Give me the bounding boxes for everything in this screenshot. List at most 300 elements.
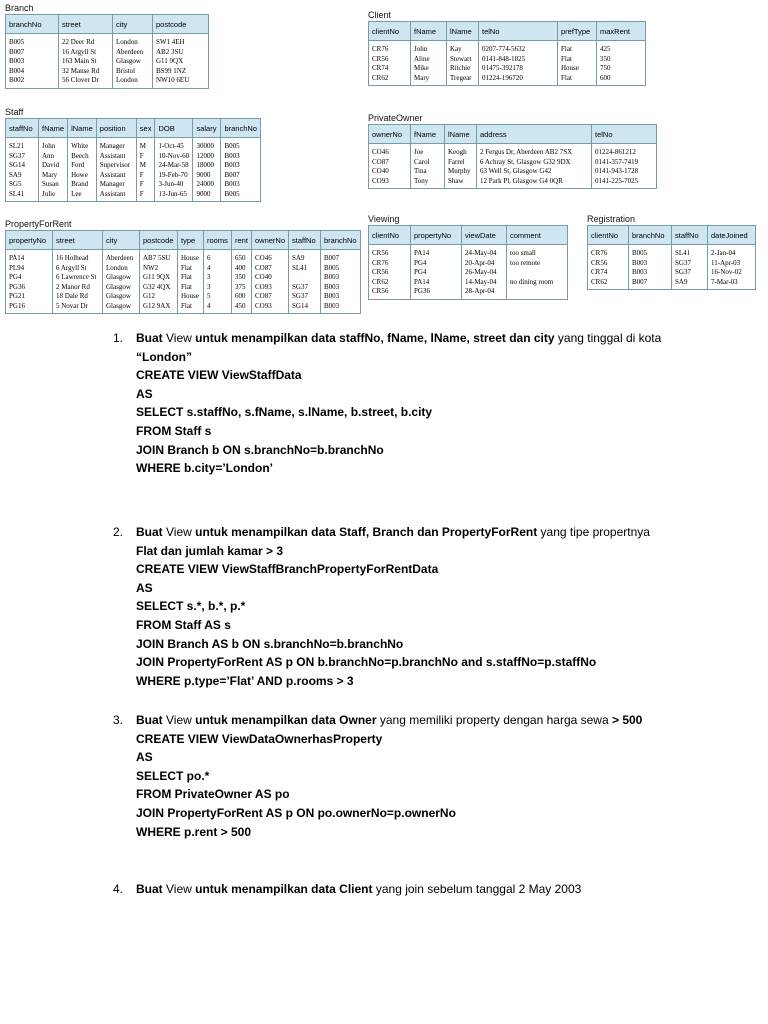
table-cell: SL41: [6, 190, 39, 202]
staff-table: [5, 118, 261, 202]
table-cell: B005: [221, 138, 261, 152]
table-cell: Howe: [68, 171, 97, 181]
table-cell: White: [68, 138, 97, 152]
table-cell: Keogh: [445, 144, 477, 158]
column-header: lName: [68, 119, 97, 138]
question-item: [113, 880, 733, 899]
table-row: [6, 250, 361, 264]
question-line: [136, 329, 733, 348]
table-row: [369, 74, 646, 86]
question-number: 3.: [113, 713, 124, 727]
table-cell: SA9: [289, 250, 321, 264]
table-cell: too remote: [507, 259, 568, 269]
table-cell: 11-Apr-03: [708, 259, 756, 269]
table-cell: 6 Argyll St: [53, 264, 103, 274]
table-cell: Aline: [411, 55, 447, 65]
table-row: [6, 152, 261, 162]
text-run: WHERE b.city=’London’: [136, 461, 273, 476]
text-run: Staff, Branch: [339, 525, 414, 539]
table-row: [588, 245, 756, 259]
table-cell: 16-Nov-02: [708, 268, 756, 278]
column-header: maxRent: [597, 22, 646, 41]
table-cell: Farrel: [445, 158, 477, 168]
text-run: SELECT po.*: [136, 768, 210, 783]
table-cell: Assistant: [96, 190, 136, 202]
table-cell: Supervisor: [96, 161, 136, 171]
table-cell: 16 Argyll St: [59, 48, 113, 58]
branch-table: [5, 14, 209, 89]
table-cell: 0141-225-7025: [592, 177, 657, 189]
table-cell: BS99 1NZ: [153, 67, 209, 77]
table-cell: F: [136, 180, 155, 190]
table-cell: CR74: [369, 64, 411, 74]
table-row: [369, 287, 568, 299]
question-line: [136, 767, 733, 786]
table-cell: Murphy: [445, 167, 477, 177]
table-row: [588, 259, 756, 269]
text-run: untuk menampilkan data: [191, 713, 340, 727]
column-header: street: [53, 231, 103, 250]
table-cell: SG14: [6, 161, 39, 171]
table-cell: 5 Novar Dr: [53, 302, 103, 314]
table-cell: 3-Jun-40: [155, 180, 193, 190]
table-cell: London: [113, 76, 153, 88]
table-cell: CR56: [369, 245, 411, 259]
question-line: [136, 523, 733, 542]
table-cell: SL41: [289, 264, 321, 274]
table-cell: SA9: [6, 171, 39, 181]
table-cell: PA14: [411, 278, 462, 288]
viewing-table-block: [368, 213, 568, 300]
column-header: branchNo: [629, 226, 672, 245]
table-cell: 2-Jan-04: [708, 245, 756, 259]
column-header: DOB: [155, 119, 193, 138]
table-cell: Ann: [39, 152, 68, 162]
column-header: rent: [232, 231, 252, 250]
property-for-rent-table-block: [5, 218, 361, 314]
column-header: dateJoined: [708, 226, 756, 245]
table-cell: CR56: [369, 55, 411, 65]
column-header: clientNo: [588, 226, 629, 245]
table-cell: NW10 6EU: [153, 76, 209, 88]
table-cell: SG37: [289, 283, 321, 293]
table-cell: Shaw: [445, 177, 477, 189]
table-cell: CR76: [369, 259, 411, 269]
table-cell: London: [103, 264, 140, 274]
client-title: Client: [368, 10, 392, 20]
client-table-block: [368, 9, 646, 86]
table-cell: B003: [321, 302, 361, 314]
table-cell: CR76: [588, 245, 629, 259]
table-cell: House: [178, 250, 204, 264]
table-cell: 24-Mar-58: [155, 161, 193, 171]
table-row: [369, 41, 646, 55]
text-run: PropertyForRent: [441, 525, 538, 539]
table-cell: 18 Dale Rd: [53, 292, 103, 302]
table-cell: 1-Oct-45: [155, 138, 193, 152]
column-header: street: [59, 15, 113, 34]
table-cell: 18000: [193, 161, 221, 171]
column-header: ownerNo: [252, 231, 289, 250]
question-line: [136, 616, 733, 635]
column-header: comment: [507, 226, 568, 245]
column-header: lName: [445, 125, 477, 144]
text-run: untuk menampilkan data: [191, 525, 340, 539]
table-cell: 30000: [193, 138, 221, 152]
table-cell: Flat: [178, 264, 204, 274]
table-cell: 16 Holhead: [53, 250, 103, 264]
table-cell: 0141-943-1728: [592, 167, 657, 177]
text-run: AS: [136, 750, 153, 765]
viewing-table: [368, 225, 568, 300]
table-cell: CR74: [588, 268, 629, 278]
column-header: telNo: [479, 22, 558, 41]
table-cell: F: [136, 190, 155, 202]
text-run: JOIN Branch AS b ON s.branchNo=b.branchNo: [136, 636, 404, 651]
column-header: fName: [411, 125, 445, 144]
column-header: postcode: [153, 15, 209, 34]
table-cell: John: [39, 138, 68, 152]
table-row: [6, 264, 361, 274]
table-cell: F: [136, 152, 155, 162]
text-run: AS: [136, 386, 153, 401]
table-cell: B005: [221, 190, 261, 202]
table-cell: SA9: [672, 278, 708, 290]
table-cell: B003: [221, 161, 261, 171]
table-cell: 450: [232, 302, 252, 314]
table-cell: PG4: [6, 273, 53, 283]
text-run: FROM Staff s: [136, 423, 212, 438]
table-cell: CR76: [369, 41, 411, 55]
question-line: [136, 441, 733, 460]
table-cell: B003: [221, 180, 261, 190]
table-row: [6, 48, 209, 58]
column-header: address: [477, 125, 592, 144]
column-header: type: [178, 231, 204, 250]
table-cell: 10-Nov-60: [155, 152, 193, 162]
table-cell: House: [178, 292, 204, 302]
text-run: FROM PrivateOwner AS po: [136, 787, 290, 802]
table-cell: CO40: [369, 167, 411, 177]
text-run: untuk menampilkan data: [191, 882, 340, 896]
question-body: [136, 711, 733, 841]
text-run: Owner: [339, 713, 377, 727]
table-cell: B007: [221, 171, 261, 181]
column-header: city: [103, 231, 140, 250]
text-run: Buat: [136, 713, 166, 727]
question-line: [136, 653, 733, 672]
table-cell: Susan: [39, 180, 68, 190]
table-cell: 01224-861212: [592, 144, 657, 158]
table-cell: Mary: [39, 171, 68, 181]
table-cell: CO93: [369, 177, 411, 189]
question-number: 1.: [113, 331, 124, 345]
table-cell: Assistant: [96, 171, 136, 181]
column-header: postcode: [140, 231, 178, 250]
table-row: [6, 283, 361, 293]
table-cell: G11 9QX: [140, 273, 178, 283]
table-cell: 0207-774-5632: [479, 41, 558, 55]
column-header: clientNo: [369, 22, 411, 41]
table-cell: G12: [140, 292, 178, 302]
registration-table: [587, 225, 756, 290]
table-row: [6, 171, 261, 181]
staff-title: Staff: [5, 107, 24, 117]
table-row: [369, 245, 568, 259]
table-cell: SG37: [6, 152, 39, 162]
table-cell: Tina: [411, 167, 445, 177]
text-run: yang tipe propertnya: [537, 525, 650, 539]
text-run: yang join sebelum tanggal 2 May 2003: [372, 882, 582, 896]
column-header: fName: [39, 119, 68, 138]
table-row: [369, 167, 657, 177]
table-cell: Brand: [68, 180, 97, 190]
table-cell: 0141-357-7419: [592, 158, 657, 168]
table-cell: Stewart: [447, 55, 479, 65]
table-cell: G12 9AX: [140, 302, 178, 314]
text-run: “London”: [136, 349, 192, 364]
column-header: rooms: [204, 231, 232, 250]
column-header: branchNo: [6, 15, 59, 34]
text-run: JOIN Branch b ON s.branchNo=b.branchNo: [136, 442, 384, 457]
table-row: [369, 268, 568, 278]
registration-table-block: [587, 213, 756, 290]
column-header: ownerNo: [369, 125, 411, 144]
table-cell: B003: [629, 268, 672, 278]
text-run: Buat: [136, 525, 166, 539]
table-cell: SG37: [289, 292, 321, 302]
table-cell: Ritchie: [447, 64, 479, 74]
table-cell: 24000: [193, 180, 221, 190]
table-cell: CR56: [369, 268, 411, 278]
text-run: FROM Staff AS s: [136, 617, 231, 632]
table-cell: 5: [204, 292, 232, 302]
column-header: telNo: [592, 125, 657, 144]
table-cell: G32 4QX: [140, 283, 178, 293]
table-cell: 32 Manse Rd: [59, 67, 113, 77]
column-header: branchNo: [321, 231, 361, 250]
table-cell: NW2: [140, 264, 178, 274]
table-row: [369, 144, 657, 158]
table-cell: 9000: [193, 171, 221, 181]
table-cell: PA14: [6, 250, 53, 264]
question-line: [136, 560, 733, 579]
table-row: [588, 278, 756, 290]
table-cell: 425: [597, 41, 646, 55]
question-line: [136, 635, 733, 654]
column-header: clientNo: [369, 226, 411, 245]
table-cell: PG4: [411, 268, 462, 278]
table-cell: PL94: [6, 264, 53, 274]
table-cell: 01475-392178: [479, 64, 558, 74]
table-row: [6, 302, 361, 314]
table-cell: B007: [321, 250, 361, 264]
table-cell: B003: [321, 292, 361, 302]
question-line: [136, 748, 733, 767]
question-line: [136, 385, 733, 404]
table-cell: PG16: [6, 302, 53, 314]
text-run: SELECT s.staffNo, s.fName, s.lName, b.street, b.city: [136, 405, 433, 420]
branch-title: Branch: [5, 3, 34, 13]
question-line: [136, 823, 733, 842]
table-cell: 650: [232, 250, 252, 264]
table-cell: Bristol: [113, 67, 153, 77]
table-cell: 6: [204, 250, 232, 264]
table-cell: Mike: [411, 64, 447, 74]
table-cell: too small: [507, 245, 568, 259]
table-cell: 2 Fergus Dr, Aberdeen AB2 7SX: [477, 144, 592, 158]
question-item: [113, 523, 733, 690]
table-cell: 6 Achray St, Glasgow G32 9DX: [477, 158, 592, 168]
table-cell: [507, 268, 568, 278]
table-cell: 0141-848-1825: [479, 55, 558, 65]
text-run: untuk menampilkan data staffNo, fName, lName, street dan city: [191, 331, 558, 345]
table-cell: AB7 5SU: [140, 250, 178, 264]
client-table: [368, 21, 646, 86]
text-run: Buat: [136, 882, 166, 896]
table-cell: 24-May-04: [462, 245, 507, 259]
column-header: prefType: [558, 22, 597, 41]
table-cell: M: [136, 161, 155, 171]
table-row: [6, 180, 261, 190]
table-cell: 750: [597, 64, 646, 74]
table-cell: PG36: [6, 283, 53, 293]
table-cell: 4: [204, 302, 232, 314]
column-header: propertyNo: [411, 226, 462, 245]
table-cell: 01224-196720: [479, 74, 558, 86]
table-cell: B004: [6, 67, 59, 77]
question-line: [136, 348, 733, 367]
text-run: CREATE VIEW ViewStaffBranchPropertyForRentData: [136, 562, 439, 577]
text-run: View: [166, 331, 192, 345]
table-row: [6, 34, 209, 48]
table-cell: 6 Lawrence St: [53, 273, 103, 283]
staff-table-block: [5, 106, 261, 202]
text-run: AS: [136, 580, 153, 595]
table-cell: CO46: [252, 250, 289, 264]
table-cell: B005: [629, 245, 672, 259]
registration-title: Registration: [587, 214, 636, 224]
viewing-title: Viewing: [368, 214, 400, 224]
question-line: [136, 672, 733, 691]
table-cell: Mary: [411, 74, 447, 86]
column-header: propertyNo: [6, 231, 53, 250]
table-cell: CO87: [369, 158, 411, 168]
table-row: [6, 76, 209, 88]
column-header: staffNo: [289, 231, 321, 250]
table-cell: 12 Park Pl, Glasgow G4 0QR: [477, 177, 592, 189]
table-cell: SL41: [672, 245, 708, 259]
column-header: staffNo: [6, 119, 39, 138]
table-cell: Aberdeen: [113, 48, 153, 58]
table-cell: SG37: [672, 268, 708, 278]
column-header: fName: [411, 22, 447, 41]
table-cell: B003: [321, 283, 361, 293]
table-cell: 20-Apr-04: [462, 259, 507, 269]
table-cell: 56 Clover Dr: [59, 76, 113, 88]
table-cell: Manager: [96, 138, 136, 152]
text-run: View: [166, 525, 192, 539]
table-row: [588, 268, 756, 278]
column-header: position: [96, 119, 136, 138]
table-cell: Flat: [178, 302, 204, 314]
table-cell: B005: [6, 34, 59, 48]
column-header: staffNo: [672, 226, 708, 245]
table-cell: Glasgow: [103, 292, 140, 302]
private-owner-table: [368, 124, 657, 189]
question-body: [136, 880, 733, 899]
question-line: [136, 542, 733, 561]
table-cell: 3: [204, 283, 232, 293]
table-cell: CO87: [252, 264, 289, 274]
column-header: viewDate: [462, 226, 507, 245]
table-cell: Lee: [68, 190, 97, 202]
private-owner-table-block: [368, 112, 657, 189]
table-cell: PG36: [411, 287, 462, 299]
table-row: [369, 158, 657, 168]
question-line: [136, 579, 733, 598]
table-cell: [289, 273, 321, 283]
question-number: 2.: [113, 525, 124, 539]
table-cell: Flat: [558, 55, 597, 65]
table-cell: Assistant: [96, 152, 136, 162]
question-item: [113, 329, 733, 478]
table-cell: SG5: [6, 180, 39, 190]
table-cell: 600: [597, 74, 646, 86]
table-cell: PA14: [411, 245, 462, 259]
table-cell: Carol: [411, 158, 445, 168]
table-cell: CO40: [252, 273, 289, 283]
property-for-rent-table: [5, 230, 361, 314]
table-cell: B005: [321, 264, 361, 274]
table-cell: CR56: [588, 259, 629, 269]
table-cell: 400: [232, 264, 252, 274]
table-cell: 12000: [193, 152, 221, 162]
text-run: WHERE p.rent > 500: [136, 824, 252, 839]
table-cell: M: [136, 138, 155, 152]
table-cell: Kay: [447, 41, 479, 55]
table-row: [6, 138, 261, 152]
table-cell: 4: [204, 264, 232, 274]
question-line: [136, 366, 733, 385]
table-cell: John: [411, 41, 447, 55]
text-run: View: [166, 713, 192, 727]
table-row: [369, 64, 646, 74]
question-line: [136, 880, 733, 899]
table-cell: SW1 4EH: [153, 34, 209, 48]
table-cell: Glasgow: [113, 57, 153, 67]
table-cell: CO93: [252, 302, 289, 314]
question-line: [136, 597, 733, 616]
table-cell: Glasgow: [103, 273, 140, 283]
table-cell: CO93: [252, 283, 289, 293]
question-line: [136, 785, 733, 804]
question-line: [136, 711, 733, 730]
question-line: [136, 459, 733, 478]
table-cell: PG21: [6, 292, 53, 302]
table-cell: Tony: [411, 177, 445, 189]
table-cell: Beech: [68, 152, 97, 162]
table-cell: 350: [597, 55, 646, 65]
text-run: yang tinggal di kota: [557, 331, 662, 345]
table-row: [369, 55, 646, 65]
table-cell: Julie: [39, 190, 68, 202]
table-cell: Aberdeen: [103, 250, 140, 264]
table-cell: SG14: [289, 302, 321, 314]
table-cell: Joe: [411, 144, 445, 158]
table-cell: 13-Jun-65: [155, 190, 193, 202]
question-line: [136, 730, 733, 749]
